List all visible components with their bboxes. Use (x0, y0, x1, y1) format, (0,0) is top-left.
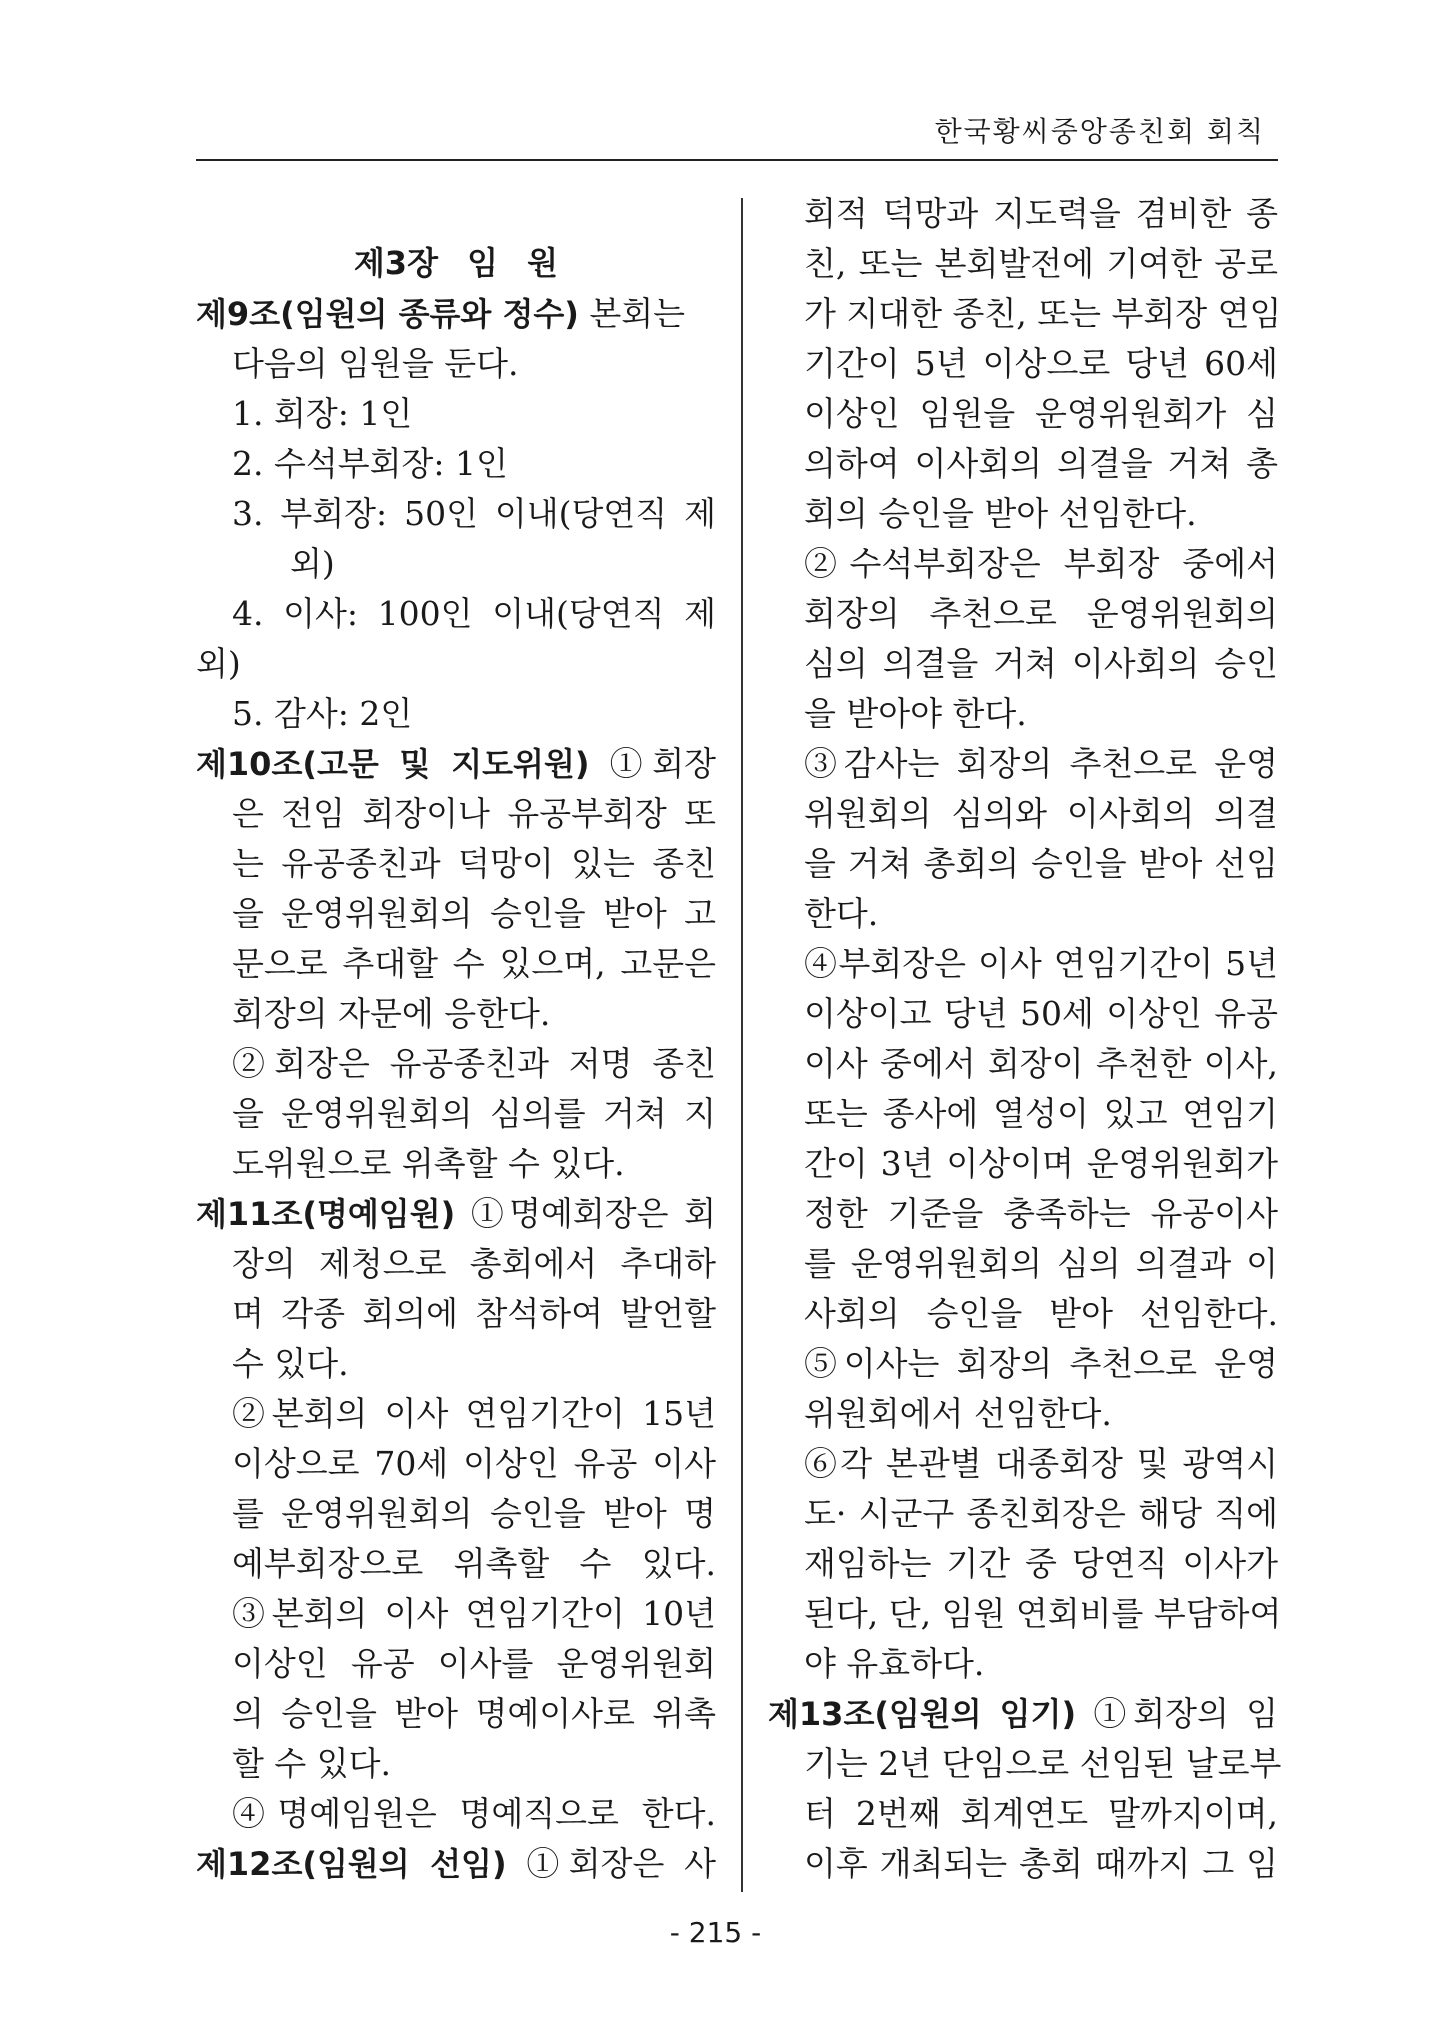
text-line: 은 전임 회장이나 유공부회장 또 (232, 794, 716, 833)
text-line: 터 2번째 회계연도 말까지이며, (804, 1794, 1278, 1833)
text-line: ①회장은 사 (526, 1844, 716, 1883)
text-line: 된다, 단, 임원 연회비를 부담하여 (804, 1594, 1282, 1633)
text-line: 간이 3년 이상이며 운영위원회가 (804, 1144, 1278, 1183)
text-line: 친, 또는 본회발전에 기여한 공로 (804, 244, 1278, 283)
text-line: 기는 2년 단임으로 선임된 날로부 (804, 1744, 1282, 1783)
text-line: 기간이 5년 이상으로 당년 60세 (804, 344, 1278, 383)
text-line: ④부회장은 이사 연임기간이 5년 (804, 944, 1278, 983)
text-line: 는 유공종친과 덕망이 있는 종친 (232, 844, 716, 883)
text-line: ④명예임원은 명예직으로 한다. (232, 1794, 716, 1833)
article-12-heading: 제12조(임원의 선임) (196, 1845, 507, 1883)
text-line: 외) (196, 644, 241, 683)
text-line: 를 운영위원회의 승인을 받아 명 (232, 1494, 716, 1533)
text-line: ①회장의 임 (1093, 1694, 1278, 1733)
article-9-heading: 제9조(임원의 종류와 정수) (196, 295, 579, 333)
text-line: 이상으로 70세 이상인 유공 이사 (232, 1444, 716, 1483)
chapter-title: 제3장 임 원 (353, 244, 559, 282)
header-title: 한국황씨중앙종친회 회칙 (934, 115, 1265, 148)
article-10-first-line (196, 741, 716, 787)
text-line: 도· 시군구 종친회장은 해당 직에 (804, 1494, 1278, 1533)
text-line: 도위원으로 위촉할 수 있다. (232, 1144, 625, 1183)
page-number: - 215 - (669, 1916, 762, 1949)
text-line: 회장의 자문에 응한다. (232, 994, 551, 1033)
text-line: 본회는 (589, 294, 686, 333)
text-line: ③본회의 이사 연임기간이 10년 (232, 1594, 716, 1633)
text-line: ②수석부회장은 부회장 중에서 (804, 544, 1278, 583)
text-line: 의하여 이사회의 의결을 거쳐 총 (804, 444, 1278, 483)
article-13-heading: 제13조(임원의 임기) (768, 1695, 1077, 1733)
text-line: 예부회장으로 위촉할 수 있다. (232, 1544, 716, 1583)
list-item: 3. 부회장: 50인 이내(당연직 제 (232, 494, 716, 533)
text-line: 장의 제청으로 총회에서 추대하 (232, 1244, 716, 1283)
text-line: ②본회의 이사 연임기간이 15년 (232, 1394, 716, 1433)
text-line: 문으로 추대할 수 있으며, 고문은 (232, 944, 716, 983)
text-line: ③감사는 회장의 추천으로 운영 (804, 744, 1278, 783)
text-line: 위원회에서 선임한다. (804, 1394, 1112, 1433)
text-line: 심의 의결을 거쳐 이사회의 승인 (804, 644, 1278, 683)
text-line: ⑤이사는 회장의 추천으로 운영 (804, 1344, 1278, 1383)
text-line: 다음의 임원을 둔다. (232, 344, 519, 383)
text-line: 며 각종 회의에 참석하여 발언할 (232, 1294, 716, 1333)
text-line: 야 유효하다. (804, 1644, 985, 1683)
text-line: 외) (290, 544, 335, 583)
text-line: 의 승인을 받아 명예이사로 위촉 (232, 1694, 716, 1733)
text-line: 회장의 추천으로 운영위원회의 (804, 594, 1278, 633)
text-line: 이상이고 당년 50세 이상인 유공 (804, 994, 1278, 1033)
text-line: 또는 종사에 열성이 있고 연임기 (804, 1094, 1278, 1133)
text-line: 이후 개최되는 총회 때까지 그 임 (804, 1844, 1278, 1883)
text-line: 을 운영위원회의 심의를 거쳐 지 (232, 1094, 716, 1133)
article-12-first-line (196, 1841, 716, 1887)
text-line: 이상인 유공 이사를 운영위원회 (232, 1644, 716, 1683)
header-rule (196, 159, 1278, 161)
text-line: 이사 중에서 회장이 추천한 이사, (804, 1044, 1278, 1083)
text-line: 수 있다. (232, 1344, 349, 1383)
text-line: 회적 덕망과 지도력을 겸비한 종 (804, 194, 1278, 233)
list-item: 1. 회장: 1인 (232, 394, 413, 433)
article-11-first-line (196, 1191, 716, 1237)
text-line: ①명예회장은 회 (470, 1194, 716, 1233)
list-item: 5. 감사: 2인 (232, 694, 413, 733)
text-line: 할 수 있다. (232, 1744, 391, 1783)
text-line: 을 거쳐 총회의 승인을 받아 선임 (804, 844, 1278, 883)
text-line: 사회의 승인을 받아 선임한다. (804, 1294, 1278, 1333)
text-line: 위원회의 심의와 이사회의 의결 (804, 794, 1278, 833)
text-line: 재임하는 기간 중 당연직 이사가 (804, 1544, 1278, 1583)
text-line: ②회장은 유공종친과 저명 종친 (232, 1044, 716, 1083)
article-13-first-line (768, 1691, 1278, 1737)
article-10-heading: 제10조(고문 및 지도위원) (196, 745, 590, 783)
text-line: 를 운영위원회의 심의 의결과 이 (804, 1244, 1278, 1283)
text-line: 이상인 임원을 운영위원회가 심 (804, 394, 1278, 433)
text-line: 정한 기준을 충족하는 유공이사 (804, 1194, 1278, 1233)
list-item: 4. 이사: 100인 이내(당연직 제 (232, 594, 716, 633)
text-line: ⑥각 본관별 대종회장 및 광역시 (804, 1444, 1278, 1483)
text-line: 가 지대한 종친, 또는 부회장 연임 (804, 294, 1282, 333)
article-11-heading: 제11조(명예임원) (196, 1195, 456, 1233)
text-line: 한다. (804, 894, 879, 933)
text-line: ①회장 (609, 744, 716, 783)
text-line: 회의 승인을 받아 선임한다. (804, 494, 1197, 533)
text-line: 을 운영위원회의 승인을 받아 고 (232, 894, 716, 933)
list-item: 2. 수석부회장: 1인 (232, 444, 508, 483)
column-divider (741, 198, 743, 1892)
text-line: 을 받아야 한다. (804, 694, 1027, 733)
article-9-first-line (196, 291, 716, 337)
